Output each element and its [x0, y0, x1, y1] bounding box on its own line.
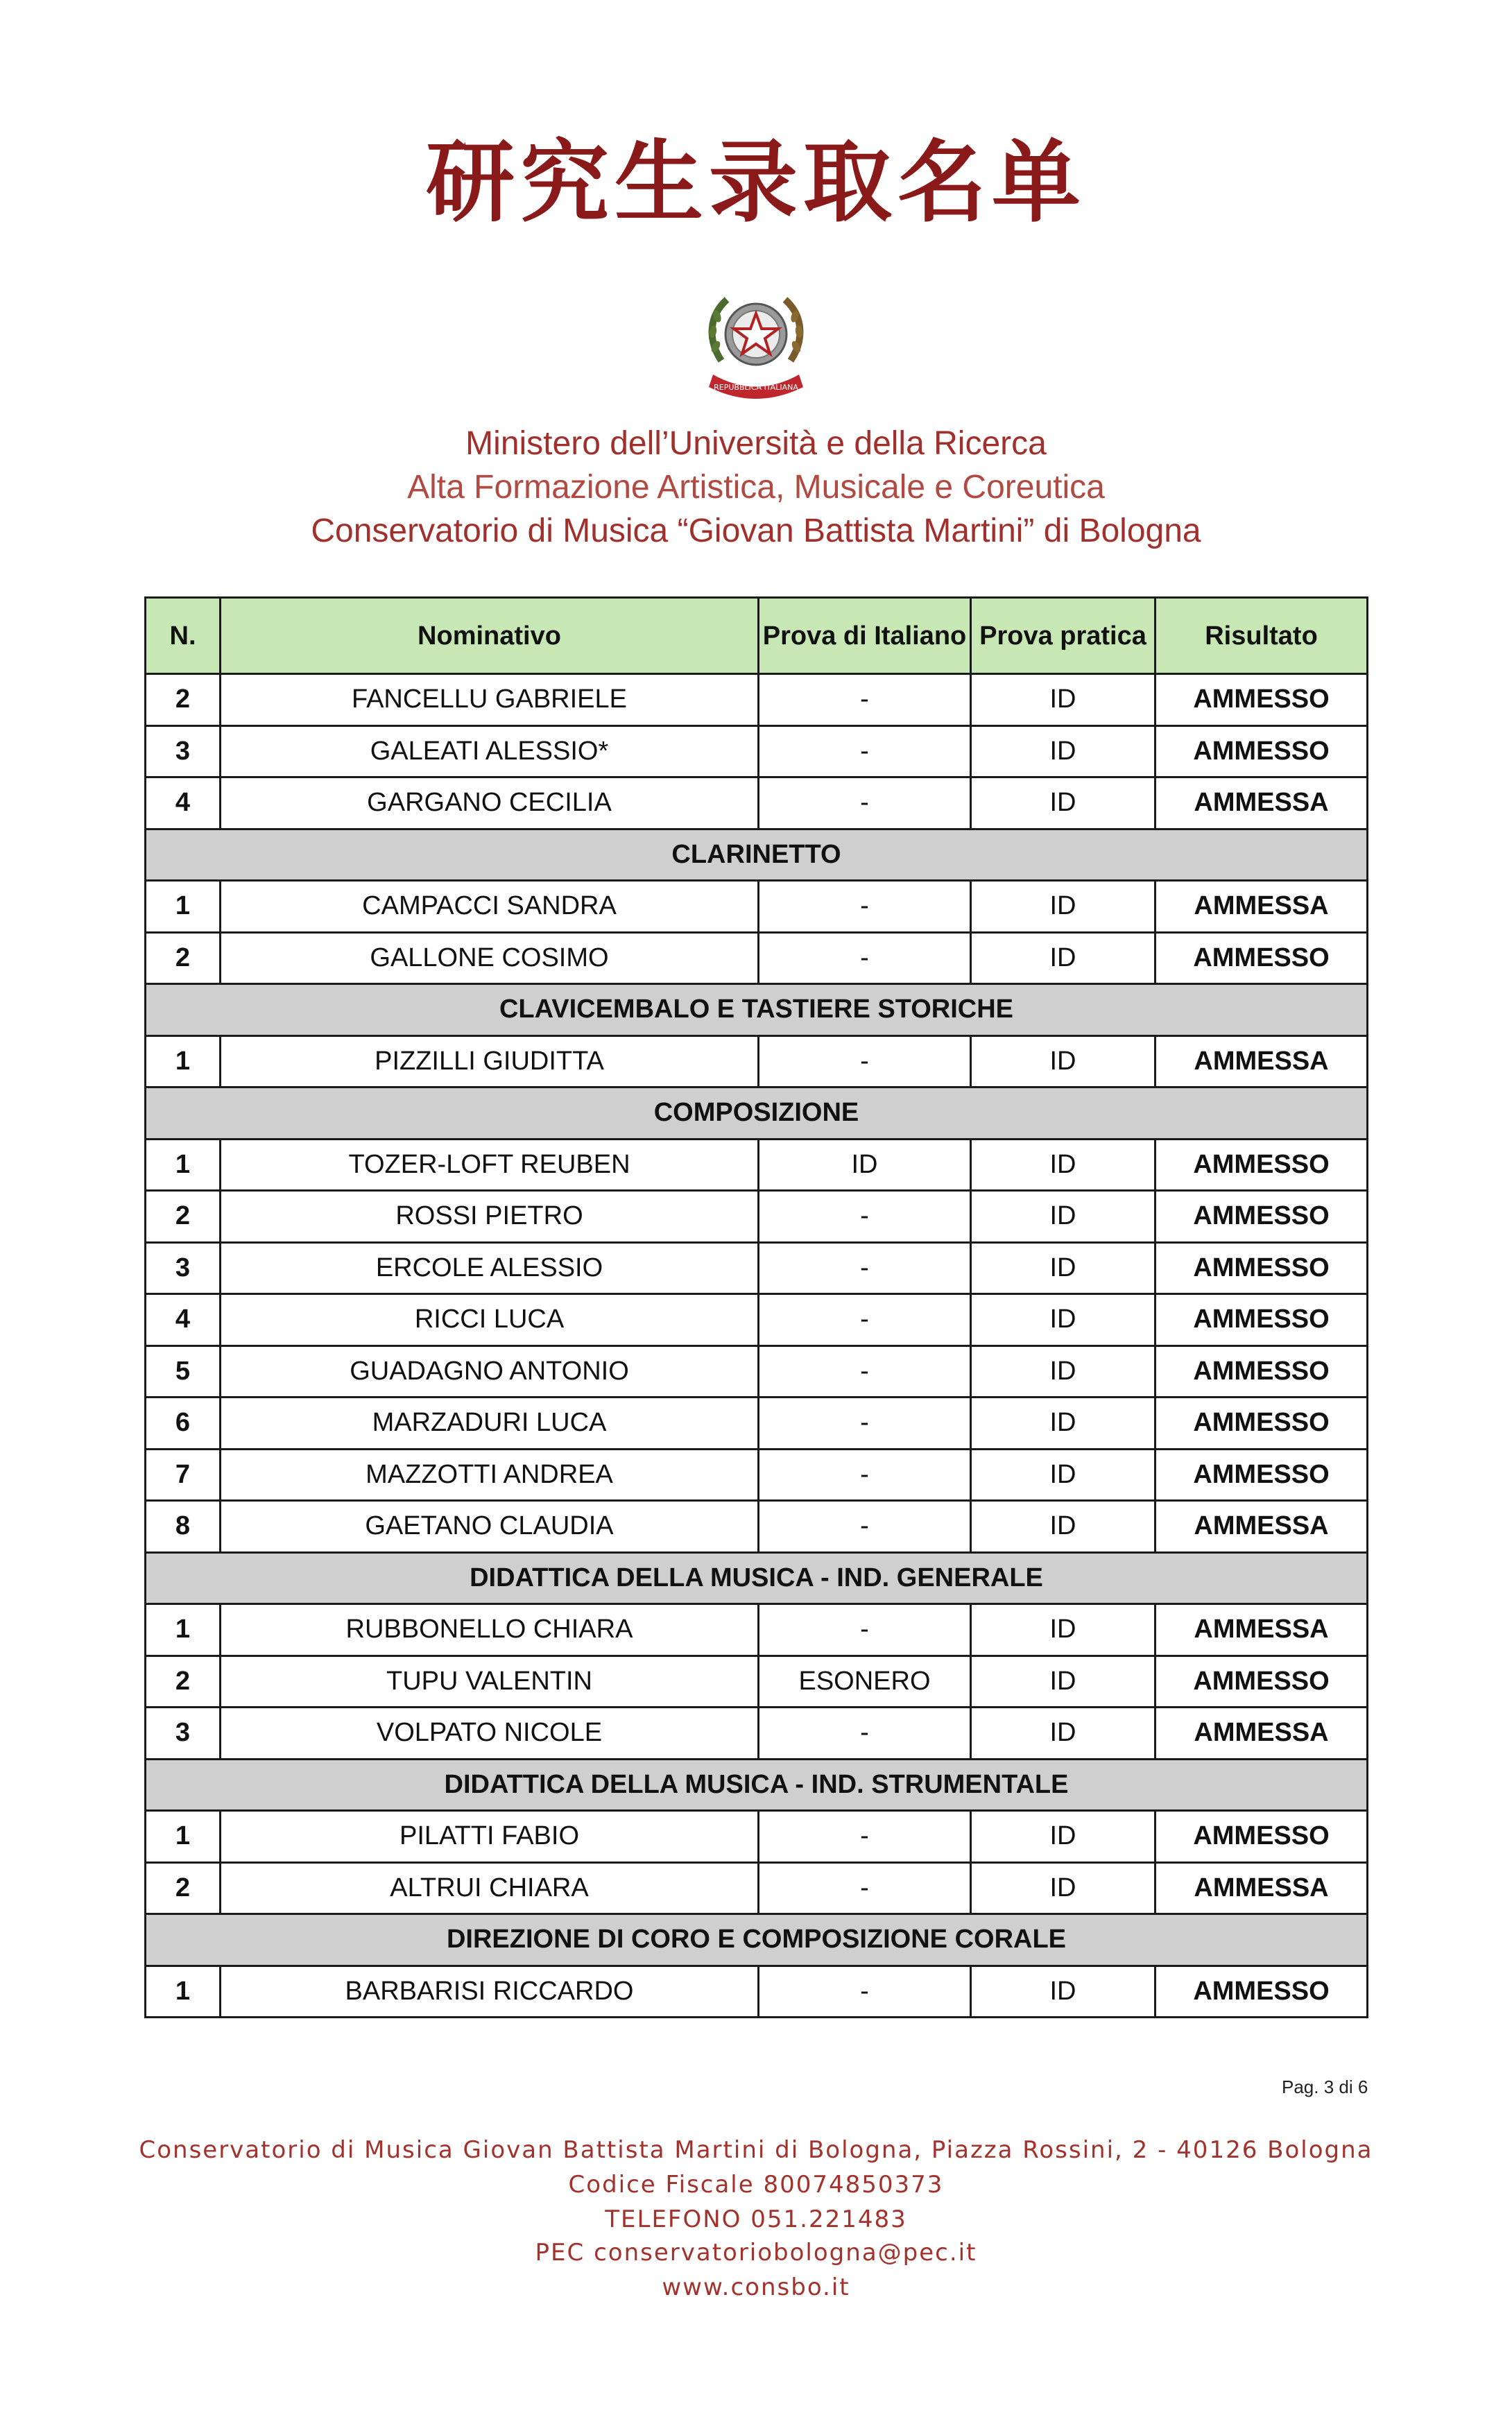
row-number: 8: [146, 1501, 221, 1553]
row-number: 5: [146, 1346, 221, 1398]
candidate-name: FANCELLU GABRIELE: [221, 674, 759, 726]
practical-test-value: ID: [971, 1966, 1156, 2018]
result-value: AMMESSO: [1156, 1449, 1368, 1501]
column-header-result: Risultato: [1156, 598, 1368, 674]
result-value: AMMESSO: [1156, 1139, 1368, 1191]
result-value: AMMESSO: [1156, 1811, 1368, 1863]
candidate-name: BARBARISI RICCARDO: [221, 1966, 759, 2018]
candidate-name: TOZER-LOFT REUBEN: [221, 1139, 759, 1191]
table-row: [146, 1604, 1368, 1656]
table-row: [146, 1862, 1368, 1914]
section-label: DIDATTICA DELLA MUSICA - IND. STRUMENTALE: [146, 1759, 1368, 1811]
row-number: 1: [146, 1966, 221, 2018]
italian-test-value: -: [759, 1604, 971, 1656]
italian-test-value: -: [759, 881, 971, 933]
italian-test-value: -: [759, 1191, 971, 1243]
row-number: 1: [146, 1139, 221, 1191]
table-row: [146, 1035, 1368, 1087]
result-value: AMMESSO: [1156, 1398, 1368, 1450]
result-value: AMMESSO: [1156, 1191, 1368, 1243]
result-value: AMMESSA: [1156, 881, 1368, 933]
candidate-name: PIZZILLI GIUDITTA: [221, 1035, 759, 1087]
table-row: [146, 725, 1368, 777]
result-value: AMMESSA: [1156, 1035, 1368, 1087]
italian-test-value: -: [759, 1966, 971, 2018]
result-value: AMMESSA: [1156, 1708, 1368, 1760]
italian-test-value: -: [759, 777, 971, 829]
row-number: 2: [146, 1862, 221, 1914]
result-value: AMMESSO: [1156, 725, 1368, 777]
row-number: 2: [146, 932, 221, 984]
italian-test-value: -: [759, 1346, 971, 1398]
italian-test-value: -: [759, 1398, 971, 1450]
practical-test-value: ID: [971, 1862, 1156, 1914]
candidate-name: ERCOLE ALESSIO: [221, 1242, 759, 1294]
practical-test-value: ID: [971, 1501, 1156, 1553]
italian-test-value: -: [759, 1501, 971, 1553]
italian-test-value: -: [759, 1708, 971, 1760]
candidate-name: ALTRUI CHIARA: [221, 1862, 759, 1914]
candidate-name: ROSSI PIETRO: [221, 1191, 759, 1243]
candidate-name: VOLPATO NICOLE: [221, 1708, 759, 1760]
footer-address: Conservatorio di Musica Giovan Battista Martini di Bologna, Piazza Rossini, 2 - 40126 Bologna: [139, 2136, 1373, 2164]
italian-test-value: -: [759, 1294, 971, 1346]
row-number: 3: [146, 1708, 221, 1760]
row-number: 2: [146, 674, 221, 726]
italian-republic-emblem: [701, 277, 811, 402]
italian-test-value: -: [759, 1242, 971, 1294]
result-value: AMMESSA: [1156, 1862, 1368, 1914]
row-number: 3: [146, 1242, 221, 1294]
candidate-name: GALLONE COSIMO: [221, 932, 759, 984]
candidate-name: GUADAGNO ANTONIO: [221, 1346, 759, 1398]
table-row: [146, 1139, 1368, 1191]
practical-test-value: ID: [971, 1191, 1156, 1243]
section-header-row: [146, 1087, 1368, 1140]
ministry-subtitle: Alta Formazione Artistica, Musicale e Coreutica: [407, 469, 1105, 506]
practical-test-value: ID: [971, 1035, 1156, 1087]
result-value: AMMESSA: [1156, 1501, 1368, 1553]
row-number: 7: [146, 1449, 221, 1501]
admission-results-table: [144, 596, 1368, 2018]
italian-test-value: -: [759, 1862, 971, 1914]
table-row: [146, 1449, 1368, 1501]
practical-test-value: ID: [971, 777, 1156, 829]
practical-test-value: ID: [971, 932, 1156, 984]
candidate-name: GAETANO CLAUDIA: [221, 1501, 759, 1553]
practical-test-value: ID: [971, 725, 1156, 777]
result-value: AMMESSA: [1156, 1604, 1368, 1656]
row-number: 2: [146, 1191, 221, 1243]
column-header-italian-test: Prova di Italiano: [759, 598, 971, 674]
result-value: AMMESSO: [1156, 1966, 1368, 2018]
section-header-row: [146, 1552, 1368, 1604]
column-header-number: N.: [146, 598, 221, 674]
page-title: 研究生录取名单: [425, 131, 1086, 234]
table-row: [146, 1811, 1368, 1863]
result-value: AMMESSO: [1156, 1242, 1368, 1294]
result-value: AMMESSA: [1156, 777, 1368, 829]
table-header-row: [146, 598, 1368, 674]
italian-test-value: -: [759, 1449, 971, 1501]
footer-tax-code: Codice Fiscale 80074850373: [568, 2171, 944, 2199]
footer-phone: TELEFONO 051.221483: [605, 2206, 907, 2233]
section-header-row: [146, 984, 1368, 1036]
section-header-row: [146, 829, 1368, 881]
result-value: AMMESSO: [1156, 674, 1368, 726]
candidate-name: RUBBONELLO CHIARA: [221, 1604, 759, 1656]
italian-test-value: -: [759, 932, 971, 984]
table-row: [146, 881, 1368, 933]
row-number: 4: [146, 1294, 221, 1346]
candidate-name: TUPU VALENTIN: [221, 1656, 759, 1708]
table-row: [146, 932, 1368, 984]
section-label: DIREZIONE DI CORO E COMPOSIZIONE CORALE: [146, 1914, 1368, 1966]
practical-test-value: ID: [971, 1656, 1156, 1708]
row-number: 6: [146, 1398, 221, 1450]
candidate-name: GALEATI ALESSIO*: [221, 725, 759, 777]
italian-test-value: -: [759, 1811, 971, 1863]
italian-test-value: -: [759, 674, 971, 726]
table-body: [146, 674, 1368, 2018]
ministry-name: Ministero dell’Università e della Ricerca: [465, 425, 1047, 462]
row-number: 1: [146, 1035, 221, 1087]
table-row: [146, 1966, 1368, 2018]
table-row: [146, 1656, 1368, 1708]
practical-test-value: ID: [971, 1242, 1156, 1294]
candidate-name: MARZADURI LUCA: [221, 1398, 759, 1450]
section-header-row: [146, 1914, 1368, 1966]
table-row: [146, 1708, 1368, 1760]
candidate-name: RICCI LUCA: [221, 1294, 759, 1346]
conservatory-name: Conservatorio di Musica “Giovan Battista Martini” di Bologna: [311, 513, 1201, 549]
row-number: 4: [146, 777, 221, 829]
section-label: COMPOSIZIONE: [146, 1087, 1368, 1140]
section-header-row: [146, 1759, 1368, 1811]
practical-test-value: ID: [971, 1398, 1156, 1450]
table-row: [146, 1294, 1368, 1346]
candidate-name: GARGANO CECILIA: [221, 777, 759, 829]
table-row: [146, 1346, 1368, 1398]
page-number: Pag. 3 di 6: [1282, 2077, 1368, 2097]
table-row: [146, 674, 1368, 726]
table-row: [146, 1398, 1368, 1450]
row-number: 1: [146, 1604, 221, 1656]
result-value: AMMESSO: [1156, 1294, 1368, 1346]
practical-test-value: ID: [971, 1811, 1156, 1863]
candidate-name: CAMPACCI SANDRA: [221, 881, 759, 933]
table-row: [146, 1191, 1368, 1243]
section-label: CLAVICEMBALO E TASTIERE STORICHE: [146, 984, 1368, 1036]
practical-test-value: ID: [971, 881, 1156, 933]
footer-pec: PEC conservatoriobologna@pec.it: [535, 2239, 977, 2267]
table-row: [146, 777, 1368, 829]
row-number: 3: [146, 725, 221, 777]
italian-test-value: -: [759, 725, 971, 777]
section-label: DIDATTICA DELLA MUSICA - IND. GENERALE: [146, 1552, 1368, 1604]
column-header-name: Nominativo: [221, 598, 759, 674]
candidate-name: PILATTI FABIO: [221, 1811, 759, 1863]
row-number: 1: [146, 1811, 221, 1863]
practical-test-value: ID: [971, 674, 1156, 726]
column-header-practical-test: Prova pratica: [971, 598, 1156, 674]
italian-test-value: ESONERO: [759, 1656, 971, 1708]
practical-test-value: ID: [971, 1294, 1156, 1346]
row-number: 1: [146, 881, 221, 933]
practical-test-value: ID: [971, 1139, 1156, 1191]
italian-test-value: -: [759, 1035, 971, 1087]
candidate-name: MAZZOTTI ANDREA: [221, 1449, 759, 1501]
section-label: CLARINETTO: [146, 829, 1368, 881]
row-number: 2: [146, 1656, 221, 1708]
table-row: [146, 1242, 1368, 1294]
footer-website: www.consbo.it: [662, 2273, 850, 2301]
practical-test-value: ID: [971, 1708, 1156, 1760]
practical-test-value: ID: [971, 1346, 1156, 1398]
italian-test-value: ID: [759, 1139, 971, 1191]
practical-test-value: ID: [971, 1604, 1156, 1656]
emblem-ribbon-text: REPUBBLICA ITALIANA: [714, 383, 798, 392]
result-value: AMMESSO: [1156, 932, 1368, 984]
practical-test-value: ID: [971, 1449, 1156, 1501]
result-value: AMMESSO: [1156, 1346, 1368, 1398]
result-value: AMMESSO: [1156, 1656, 1368, 1708]
table-row: [146, 1501, 1368, 1553]
